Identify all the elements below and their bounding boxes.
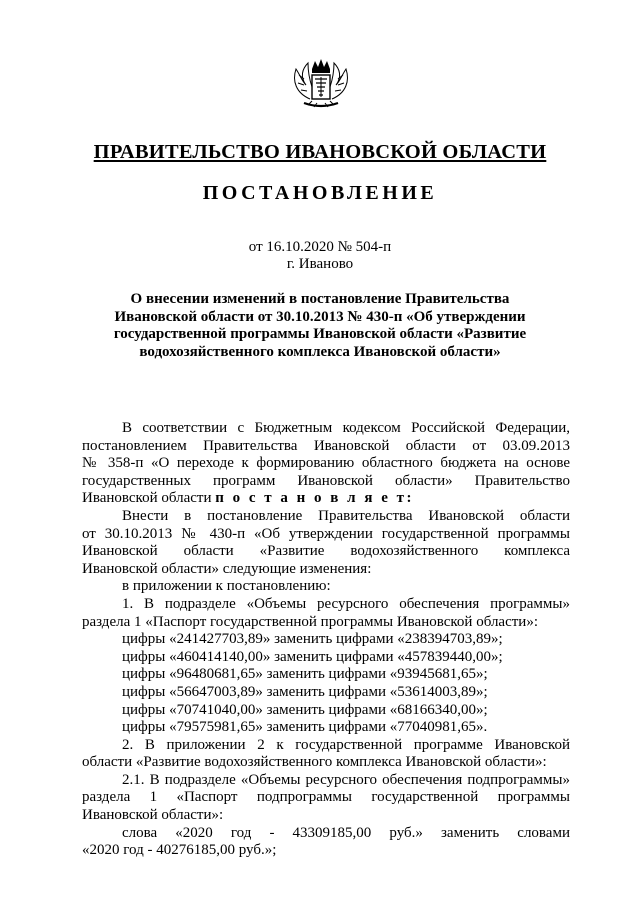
- date-and-place: [0, 239, 640, 273]
- document-body: [82, 420, 570, 860]
- replacement-line: цифры «241427703,89» заменить цифрами «238394703,89»;: [122, 631, 503, 648]
- replacement-line: цифры «79575981,65» заменить цифрами «77040981,65».: [122, 719, 488, 736]
- body-line: № 358-п «О переходе к формированию областного бюджета на основе: [82, 455, 570, 472]
- body-line: области «Развитие водохозяйственного комплекса Ивановской области»:: [82, 754, 547, 771]
- body-line: Ивановской области»:: [82, 807, 224, 824]
- document-type-title: ПОСТАНОВЛЕНИЕ: [202, 182, 438, 204]
- body-line: раздела 1 «Паспорт государственной программы Ивановской области»:: [82, 613, 538, 630]
- body-line: В соответствии с Бюджетным кодексом Российской Федерации,: [122, 420, 570, 436]
- subject-line: государственной программы Ивановской области «Развитие: [113, 326, 527, 342]
- organization-title: ПРАВИТЕЛЬСТВО ИВАНОВСКОЙ ОБЛАСТИ: [93, 141, 547, 163]
- replacement-line: цифры «460414140,00» заменить цифрами «457839440,00»;: [122, 648, 503, 665]
- body-line: Внести в постановление Правительства Ивановской области: [122, 507, 570, 524]
- body-line: от 30.10.2013 № 430-п «Об утверждении государственной программы: [82, 525, 570, 542]
- resolves-spaced-word: п о с т а н о в л я е т:: [215, 490, 414, 507]
- subject-line: О внесении изменений в постановление Правительства: [130, 291, 510, 307]
- body-line: Ивановской области» следующие изменения:: [82, 560, 372, 577]
- subject-line: Ивановской области от 30.10.2013 № 430-п «Об утверждении: [114, 308, 526, 325]
- body-line: [82, 490, 570, 508]
- body-line: «2020 год - 40276185,00 руб.»;: [82, 842, 277, 859]
- coat-of-arms-emblem: [290, 55, 352, 111]
- date-number: от 16.10.2020 № 504-п: [248, 239, 392, 255]
- replacement-line: цифры «56647003,89» заменить цифрами «53614003,89»;: [122, 683, 488, 700]
- body-line: 2.1. В подразделе «Объемы ресурсного обеспечения подпрограммы»: [122, 771, 570, 788]
- body-line: постановлением Правительства Ивановской области от 03.09.2013: [82, 437, 570, 454]
- body-line: государственных программ Ивановской области» Правительство: [82, 472, 570, 489]
- body-line: 2. В приложении 2 к государственной программе Ивановской: [122, 736, 570, 753]
- subject-line: водохозяйственного комплекса Ивановской области»: [139, 343, 501, 360]
- document-subject: [100, 291, 540, 361]
- body-line: раздела 1 «Паспорт подпрограммы государственной программы: [82, 789, 570, 806]
- body-line: в приложении к постановлению:: [122, 578, 331, 595]
- body-text: Ивановской области: [82, 490, 212, 507]
- body-line: слова «2020 год - 43309185,00 руб.» заменить словами: [122, 824, 570, 841]
- body-line: Ивановской области «Развитие водохозяйственного комплекса: [82, 543, 570, 560]
- replacement-line: цифры «96480681,65» заменить цифрами «93945681,65»;: [122, 666, 488, 683]
- replacement-line: цифры «70741040,00» заменить цифрами «68166340,00»;: [122, 701, 488, 718]
- body-line: 1. В подразделе «Объемы ресурсного обеспечения программы»: [122, 595, 570, 612]
- city: г. Иваново: [286, 256, 354, 272]
